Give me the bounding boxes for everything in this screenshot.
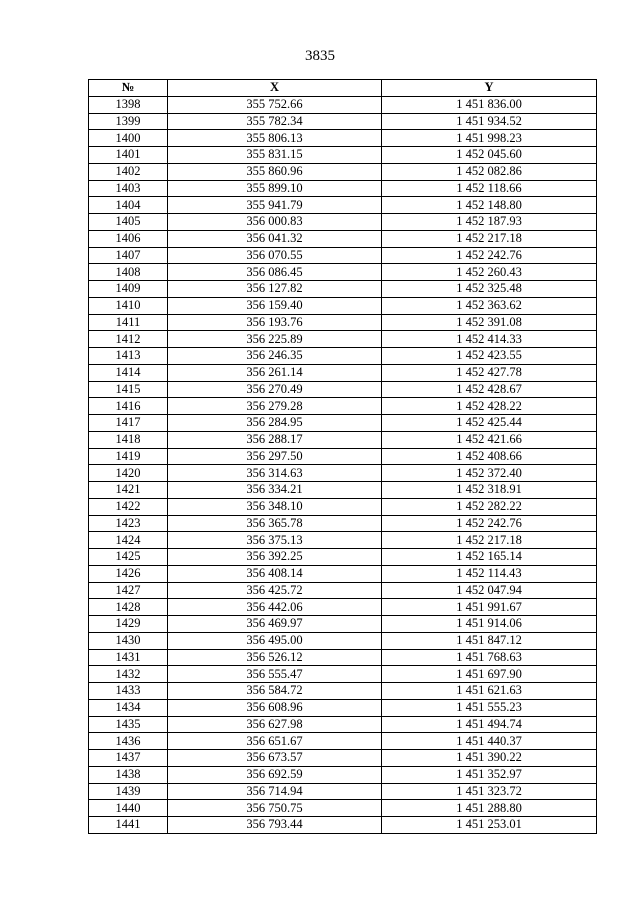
cell-number: 1426 — [89, 565, 168, 582]
cell-y: 1 451 768.63 — [382, 649, 597, 666]
header-y: Y — [382, 80, 597, 97]
table-row — [89, 699, 597, 716]
cell-x: 356 627.98 — [168, 716, 382, 733]
cell-y: 1 451 697.90 — [382, 666, 597, 683]
cell-number: 1413 — [89, 348, 168, 365]
cell-y: 1 451 998.23 — [382, 130, 597, 147]
cell-y: 1 452 217.18 — [382, 230, 597, 247]
cell-x: 356 651.67 — [168, 733, 382, 750]
table-row — [89, 214, 597, 231]
table-row — [89, 297, 597, 314]
cell-x: 356 526.12 — [168, 649, 382, 666]
cell-x: 356 000.83 — [168, 214, 382, 231]
cell-y: 1 451 836.00 — [382, 96, 597, 113]
cell-number: 1427 — [89, 582, 168, 599]
cell-y: 1 452 318.91 — [382, 482, 597, 499]
cell-number: 1423 — [89, 515, 168, 532]
table-row — [89, 616, 597, 633]
cell-y: 1 451 991.67 — [382, 599, 597, 616]
table-row — [89, 448, 597, 465]
cell-x: 356 314.63 — [168, 465, 382, 482]
cell-y: 1 452 114.43 — [382, 565, 597, 582]
cell-x: 355 806.13 — [168, 130, 382, 147]
cell-number: 1408 — [89, 264, 168, 281]
table-row — [89, 348, 597, 365]
table-row — [89, 364, 597, 381]
cell-y: 1 452 363.62 — [382, 297, 597, 314]
cell-number: 1428 — [89, 599, 168, 616]
table-row — [89, 683, 597, 700]
cell-number: 1405 — [89, 214, 168, 231]
cell-y: 1 452 082.86 — [382, 163, 597, 180]
cell-y: 1 451 494.74 — [382, 716, 597, 733]
cell-number: 1435 — [89, 716, 168, 733]
cell-y: 1 452 047.94 — [382, 582, 597, 599]
cell-number: 1421 — [89, 482, 168, 499]
cell-y: 1 452 187.93 — [382, 214, 597, 231]
cell-y: 1 451 934.52 — [382, 113, 597, 130]
table-row — [89, 817, 597, 834]
table-row — [89, 498, 597, 515]
table-row — [89, 415, 597, 432]
table-row — [89, 130, 597, 147]
cell-number: 1403 — [89, 180, 168, 197]
cell-y: 1 451 390.22 — [382, 750, 597, 767]
cell-x: 356 584.72 — [168, 683, 382, 700]
table-row — [89, 398, 597, 415]
cell-number: 1438 — [89, 766, 168, 783]
cell-number: 1424 — [89, 532, 168, 549]
table-row — [89, 264, 597, 281]
cell-number: 1440 — [89, 800, 168, 817]
table-row — [89, 465, 597, 482]
cell-x: 356 261.14 — [168, 364, 382, 381]
cell-x: 356 279.28 — [168, 398, 382, 415]
cell-y: 1 451 323.72 — [382, 783, 597, 800]
cell-y: 1 452 427.78 — [382, 364, 597, 381]
table-row — [89, 716, 597, 733]
cell-y: 1 451 555.23 — [382, 699, 597, 716]
table-row — [89, 197, 597, 214]
cell-y: 1 452 428.67 — [382, 381, 597, 398]
cell-number: 1415 — [89, 381, 168, 398]
cell-number: 1399 — [89, 113, 168, 130]
table-row — [89, 783, 597, 800]
table-row — [89, 163, 597, 180]
table-row — [89, 247, 597, 264]
header-number: № — [89, 80, 168, 97]
cell-number: 1409 — [89, 281, 168, 298]
table-row — [89, 431, 597, 448]
cell-y: 1 451 621.63 — [382, 683, 597, 700]
cell-x: 356 284.95 — [168, 415, 382, 432]
cell-number: 1422 — [89, 498, 168, 515]
cell-y: 1 451 288.80 — [382, 800, 597, 817]
cell-x: 355 782.34 — [168, 113, 382, 130]
table-row — [89, 381, 597, 398]
table-row — [89, 180, 597, 197]
cell-y: 1 452 242.76 — [382, 515, 597, 532]
cell-number: 1439 — [89, 783, 168, 800]
cell-x: 356 297.50 — [168, 448, 382, 465]
table-row — [89, 582, 597, 599]
cell-y: 1 451 253.01 — [382, 817, 597, 834]
cell-number: 1410 — [89, 297, 168, 314]
cell-x: 356 041.32 — [168, 230, 382, 247]
coordinates-table — [88, 79, 597, 834]
table-row — [89, 113, 597, 130]
cell-x: 356 692.59 — [168, 766, 382, 783]
table-row — [89, 733, 597, 750]
cell-number: 1417 — [89, 415, 168, 432]
cell-x: 356 442.06 — [168, 599, 382, 616]
table-row — [89, 331, 597, 348]
cell-number: 1407 — [89, 247, 168, 264]
cell-y: 1 452 391.08 — [382, 314, 597, 331]
cell-y: 1 452 414.33 — [382, 331, 597, 348]
cell-x: 356 127.82 — [168, 281, 382, 298]
cell-x: 355 899.10 — [168, 180, 382, 197]
cell-number: 1432 — [89, 666, 168, 683]
cell-x: 356 750.75 — [168, 800, 382, 817]
cell-x: 356 086.45 — [168, 264, 382, 281]
cell-y: 1 452 372.40 — [382, 465, 597, 482]
cell-number: 1419 — [89, 448, 168, 465]
cell-number: 1441 — [89, 817, 168, 834]
cell-x: 356 555.47 — [168, 666, 382, 683]
cell-number: 1429 — [89, 616, 168, 633]
table-row — [89, 649, 597, 666]
cell-y: 1 451 440.37 — [382, 733, 597, 750]
cell-number: 1436 — [89, 733, 168, 750]
table-header-row — [89, 80, 597, 97]
cell-y: 1 452 242.76 — [382, 247, 597, 264]
header-x: X — [168, 80, 382, 97]
table-row — [89, 666, 597, 683]
table-row — [89, 599, 597, 616]
cell-number: 1433 — [89, 683, 168, 700]
cell-y: 1 451 847.12 — [382, 632, 597, 649]
table-row — [89, 766, 597, 783]
cell-x: 356 793.44 — [168, 817, 382, 834]
cell-y: 1 452 282.22 — [382, 498, 597, 515]
cell-x: 356 408.14 — [168, 565, 382, 582]
cell-x: 356 425.72 — [168, 582, 382, 599]
cell-y: 1 452 421.66 — [382, 431, 597, 448]
table-row — [89, 515, 597, 532]
cell-x: 356 334.21 — [168, 482, 382, 499]
cell-x: 356 159.40 — [168, 297, 382, 314]
cell-y: 1 452 118.66 — [382, 180, 597, 197]
table-row — [89, 565, 597, 582]
cell-number: 1437 — [89, 750, 168, 767]
cell-x: 356 070.55 — [168, 247, 382, 264]
cell-number: 1412 — [89, 331, 168, 348]
cell-x: 356 270.49 — [168, 381, 382, 398]
cell-x: 356 348.10 — [168, 498, 382, 515]
cell-y: 1 452 165.14 — [382, 549, 597, 566]
cell-number: 1401 — [89, 147, 168, 164]
cell-y: 1 452 148.80 — [382, 197, 597, 214]
cell-number: 1402 — [89, 163, 168, 180]
cell-y: 1 452 325.48 — [382, 281, 597, 298]
cell-number: 1414 — [89, 364, 168, 381]
table-body — [89, 96, 597, 833]
cell-number: 1420 — [89, 465, 168, 482]
cell-number: 1416 — [89, 398, 168, 415]
cell-x: 356 714.94 — [168, 783, 382, 800]
table-row — [89, 281, 597, 298]
cell-number: 1406 — [89, 230, 168, 247]
cell-number: 1411 — [89, 314, 168, 331]
table-row — [89, 750, 597, 767]
table-row — [89, 482, 597, 499]
cell-x: 356 469.97 — [168, 616, 382, 633]
cell-x: 356 673.57 — [168, 750, 382, 767]
table-row — [89, 800, 597, 817]
table-row — [89, 549, 597, 566]
cell-number: 1418 — [89, 431, 168, 448]
cell-y: 1 452 423.55 — [382, 348, 597, 365]
cell-number: 1434 — [89, 699, 168, 716]
cell-x: 356 392.25 — [168, 549, 382, 566]
cell-y: 1 452 408.66 — [382, 448, 597, 465]
cell-y: 1 451 914.06 — [382, 616, 597, 633]
table-row — [89, 532, 597, 549]
cell-x: 356 246.35 — [168, 348, 382, 365]
table-row — [89, 96, 597, 113]
cell-x: 356 365.78 — [168, 515, 382, 532]
cell-number: 1431 — [89, 649, 168, 666]
cell-y: 1 452 260.43 — [382, 264, 597, 281]
cell-x: 356 225.89 — [168, 331, 382, 348]
table-row — [89, 632, 597, 649]
cell-y: 1 452 425.44 — [382, 415, 597, 432]
table-row — [89, 147, 597, 164]
cell-x: 355 831.15 — [168, 147, 382, 164]
cell-number: 1430 — [89, 632, 168, 649]
cell-y: 1 451 352.97 — [382, 766, 597, 783]
table-row — [89, 314, 597, 331]
cell-x: 356 608.96 — [168, 699, 382, 716]
cell-y: 1 452 217.18 — [382, 532, 597, 549]
cell-x: 355 860.96 — [168, 163, 382, 180]
cell-x: 355 941.79 — [168, 197, 382, 214]
cell-x: 356 193.76 — [168, 314, 382, 331]
table-row — [89, 230, 597, 247]
cell-number: 1425 — [89, 549, 168, 566]
page-number: 3835 — [305, 48, 335, 64]
cell-number: 1398 — [89, 96, 168, 113]
cell-x: 356 288.17 — [168, 431, 382, 448]
cell-y: 1 452 045.60 — [382, 147, 597, 164]
cell-number: 1400 — [89, 130, 168, 147]
cell-y: 1 452 428.22 — [382, 398, 597, 415]
cell-x: 355 752.66 — [168, 96, 382, 113]
cell-number: 1404 — [89, 197, 168, 214]
cell-x: 356 375.13 — [168, 532, 382, 549]
cell-x: 356 495.00 — [168, 632, 382, 649]
